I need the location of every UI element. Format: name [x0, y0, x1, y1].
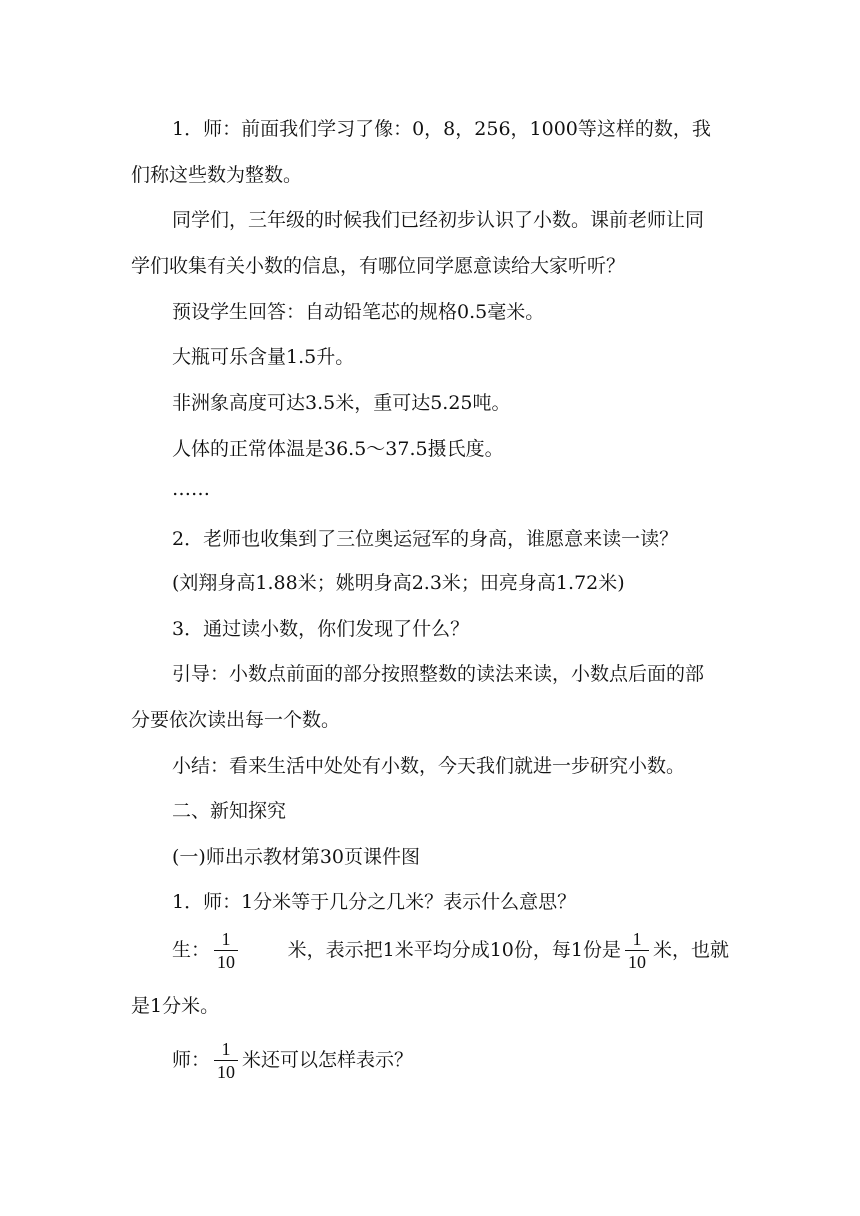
fraction-one-tenth [625, 928, 649, 973]
paragraph-decimeter-question: 1．师：1分米等于几分之几米？表示什么意思？ [172, 891, 577, 913]
fraction-denominator: 10 [625, 950, 649, 973]
paragraph-1-line-1: 1．师：前面我们学习了像：0，8，256，1000等这样的数，我 [172, 118, 711, 140]
paragraph-champions-question: 2．老师也收集到了三位奥运冠军的身高，谁愿意来读一读？ [172, 528, 679, 550]
paragraph-textbook-figure: (一)师出示教材第30页课件图 [172, 846, 421, 868]
paragraph-cola: 大瓶可乐含量1.5升。 [172, 346, 355, 368]
paragraph-champions-heights: (刘翔身高1.88米；姚明身高2.3米；田亮身高1.72米) [172, 572, 625, 594]
paragraph-discovery-question: 3．通过读小数，你们发现了什么？ [172, 618, 470, 640]
student-reply-prefix: 生： [172, 939, 211, 961]
paragraph-student-reply-line-2: 是1分米。 [131, 995, 220, 1017]
paragraph-elephant: 非洲象高度可达3.5米，重可达5.25吨。 [172, 392, 511, 414]
student-reply-middle: 米，表示把1米平均分成10份，每1份是 [287, 939, 621, 961]
paragraph-1-line-2: 们称这些数为整数。 [131, 164, 303, 186]
student-reply-suffix: 米，也就 [652, 939, 729, 961]
fraction-one-tenth [214, 928, 238, 973]
section-heading-new-knowledge: 二、新知探究 [172, 800, 287, 822]
paragraph-summary: 小结：看来生活中处处有小数，今天我们就进一步研究小数。 [172, 755, 686, 777]
ellipsis: …… [172, 478, 210, 500]
paragraph-student-answer: 预设学生回答：自动铅笔芯的规格0.5毫米。 [172, 301, 545, 323]
fraction-denominator: 10 [214, 950, 238, 973]
fraction-numerator: 1 [221, 928, 231, 949]
paragraph-teacher-question [172, 1032, 413, 1088]
paragraph-2-line-2: 学们收集有关小数的信息，有哪位同学愿意读给大家听听？ [131, 255, 626, 277]
paragraph-guidance-line-1: 引导：小数点前面的部分按照整数的读法来读，小数点后面的部 [172, 663, 705, 685]
fraction-one-tenth [214, 1038, 238, 1083]
teacher-question-prefix: 师： [172, 1049, 211, 1071]
fraction-denominator: 10 [214, 1060, 238, 1083]
student-reply-part-b [288, 928, 729, 973]
paragraph-2-line-1: 同学们，三年级的时候我们已经初步认识了小数。课前老师让同 [172, 209, 705, 231]
paragraph-guidance-line-2: 分要依次读出每一个数。 [131, 709, 341, 731]
paragraph-student-reply-line-1 [172, 922, 729, 978]
fraction-numerator: 1 [221, 1038, 231, 1059]
teacher-question-suffix: 米还可以怎样表示？ [242, 1049, 414, 1071]
student-reply-part-a [172, 928, 242, 973]
fraction-numerator: 1 [632, 928, 642, 949]
paragraph-body-temperature: 人体的正常体温是36.5～37.5摄氏度。 [172, 438, 504, 460]
